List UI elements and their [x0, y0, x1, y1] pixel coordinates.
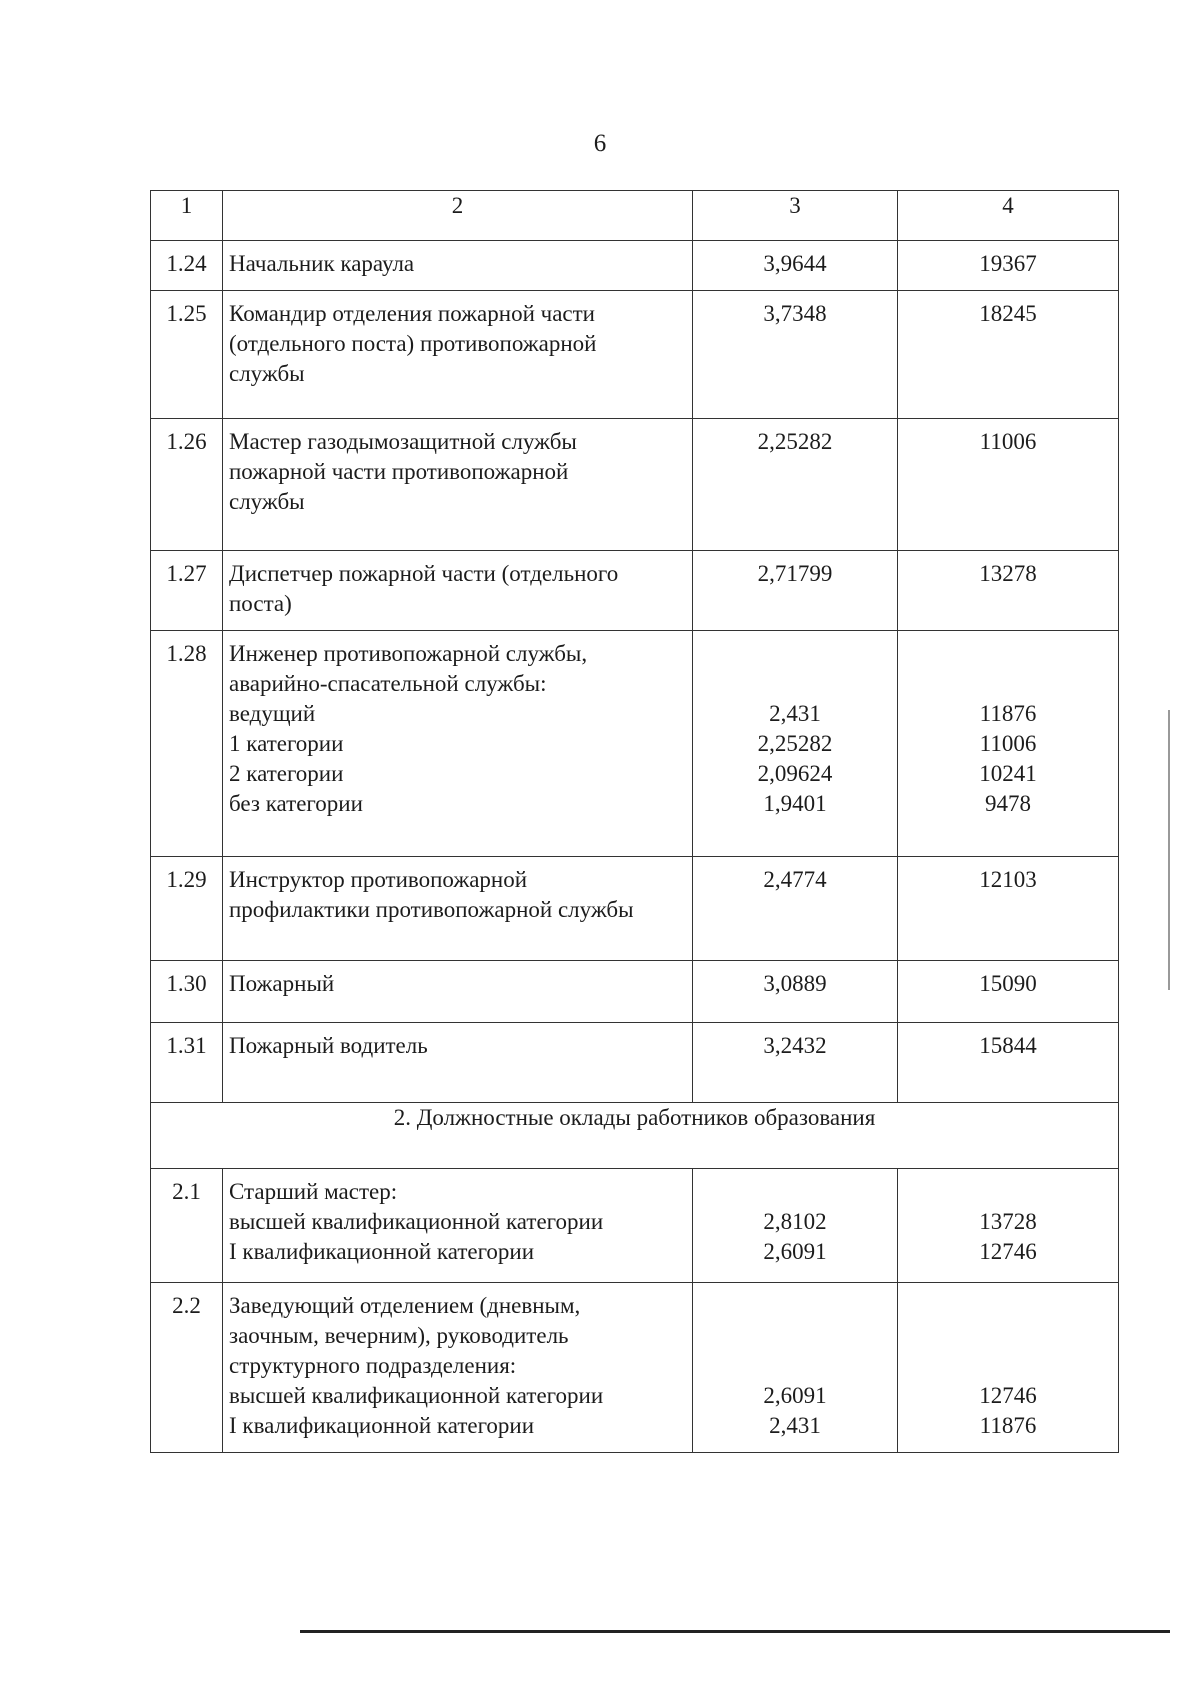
salary-value: 19367 [979, 251, 1037, 276]
table-row [151, 1023, 1119, 1103]
salary-value: 9478 [985, 791, 1031, 816]
coefficient-value: 2,25282 [757, 731, 833, 756]
position-name-line: Заведующий отделением (дневным, [229, 1293, 581, 1318]
position-name [223, 961, 693, 1023]
salary-value: 18245 [979, 301, 1037, 326]
position-name-line: Инженер противопожарной службы, [229, 641, 588, 666]
row-number: 1.26 [151, 419, 223, 551]
position-name-line: Диспетчер пожарной части (отдельного [229, 561, 619, 586]
coefficient-cell [693, 1283, 898, 1453]
coefficient-value: 2,6091 [763, 1383, 827, 1408]
position-name-line: высшей квалификационной категории [229, 1383, 604, 1408]
coefficient-value: 3,2432 [763, 1033, 827, 1058]
header-col-3: 3 [693, 191, 898, 241]
position-name-line: Мастер газодымозащитной службы [229, 429, 577, 454]
coefficient-value: 3,9644 [763, 251, 827, 276]
position-name-line: Пожарный [229, 971, 335, 996]
salary-cell [898, 1023, 1119, 1103]
salary-value: 15090 [979, 971, 1037, 996]
salary-value: 12103 [979, 867, 1037, 892]
row-number: 2.2 [151, 1283, 223, 1453]
header-col-2: 2 [223, 191, 693, 241]
salary-table [150, 190, 1119, 1453]
position-name-line: пожарной части противопожарной [229, 459, 569, 484]
salary-value: 11876 [979, 1413, 1037, 1438]
salary-cell [898, 961, 1119, 1023]
salary-value: 11876 [979, 701, 1037, 726]
row-number: 1.27 [151, 551, 223, 631]
coefficient-value: 2,4774 [763, 867, 827, 892]
table-row [151, 419, 1119, 551]
position-name-line: высшей квалификационной категории [229, 1209, 604, 1234]
salary-value: 15844 [979, 1033, 1037, 1058]
position-name-line: без категории [229, 791, 363, 816]
salary-value: 10241 [979, 761, 1037, 786]
salary-cell [898, 1169, 1119, 1283]
position-name-line: профилактики противопожарной службы [229, 897, 634, 922]
coefficient-value: 2,431 [769, 1413, 821, 1438]
position-name-line: поста) [229, 591, 292, 616]
spacer-line [898, 639, 1118, 669]
table-row [151, 631, 1119, 857]
coefficient-cell [693, 1023, 898, 1103]
position-name-line: 1 категории [229, 731, 344, 756]
position-name-line: Старший мастер: [229, 1179, 398, 1204]
position-name-line: Командир отделения пожарной части [229, 301, 595, 326]
table-row [151, 1169, 1119, 1283]
position-name [223, 241, 693, 291]
section-heading-row [151, 1103, 1119, 1169]
coefficient-value: 2,431 [769, 701, 821, 726]
table-row [151, 241, 1119, 291]
row-number: 1.28 [151, 631, 223, 857]
header-row [151, 191, 1119, 241]
salary-value: 12746 [979, 1383, 1037, 1408]
coefficient-cell [693, 1169, 898, 1283]
coefficient-cell [693, 631, 898, 857]
position-name [223, 1169, 693, 1283]
row-number: 1.24 [151, 241, 223, 291]
salary-value: 12746 [979, 1239, 1037, 1264]
position-name-line: службы [229, 361, 305, 386]
salary-value: 11006 [979, 731, 1037, 756]
coefficient-value: 2,25282 [757, 429, 833, 454]
position-name [223, 857, 693, 961]
scan-edge-mark [1168, 710, 1170, 990]
spacer-line [693, 1291, 897, 1321]
row-number: 2.1 [151, 1169, 223, 1283]
spacer-line [693, 1177, 897, 1207]
salary-value: 13278 [979, 561, 1037, 586]
position-name-line: заочным, вечерним), руководитель [229, 1323, 569, 1348]
salary-cell [898, 241, 1119, 291]
salary-cell [898, 1283, 1119, 1453]
section-title: 2. Должностные оклады работников образования [151, 1103, 1119, 1169]
spacer-line [693, 1321, 897, 1351]
position-name-line: аварийно-спасательной службы: [229, 671, 547, 696]
header-col-4: 4 [898, 191, 1119, 241]
spacer-line [693, 669, 897, 699]
position-name [223, 631, 693, 857]
row-number: 1.30 [151, 961, 223, 1023]
position-name-line: I квалификационной категории [229, 1413, 535, 1438]
row-number: 1.31 [151, 1023, 223, 1103]
spacer-line [898, 1351, 1118, 1381]
scan-edge-line [300, 1630, 1170, 1633]
table-row [151, 291, 1119, 419]
position-name-line: Начальник караула [229, 251, 415, 276]
table-row [151, 551, 1119, 631]
salary-cell [898, 419, 1119, 551]
salary-cell [898, 631, 1119, 857]
coefficient-cell [693, 961, 898, 1023]
position-name-line: Инструктор противопожарной [229, 867, 528, 892]
position-name-line: структурного подразделения: [229, 1353, 517, 1378]
salary-value: 13728 [979, 1209, 1037, 1234]
position-name-line: службы [229, 489, 305, 514]
position-name-line: Пожарный водитель [229, 1033, 428, 1058]
coefficient-value: 2,09624 [757, 761, 833, 786]
position-name [223, 1023, 693, 1103]
coefficient-value: 2,71799 [757, 561, 833, 586]
position-name-line: I квалификационной категории [229, 1239, 535, 1264]
row-number: 1.25 [151, 291, 223, 419]
spacer-line [693, 1351, 897, 1381]
table-row [151, 1283, 1119, 1453]
coefficient-cell [693, 857, 898, 961]
spacer-line [898, 669, 1118, 699]
table-row [151, 857, 1119, 961]
spacer-line [898, 1291, 1118, 1321]
table-row [151, 961, 1119, 1023]
position-name [223, 291, 693, 419]
salary-value: 11006 [979, 429, 1037, 454]
coefficient-cell [693, 419, 898, 551]
coefficient-value: 3,7348 [763, 301, 827, 326]
salary-cell [898, 857, 1119, 961]
position-name-line: (отдельного поста) противопожарной [229, 331, 597, 356]
salary-cell [898, 551, 1119, 631]
position-name [223, 551, 693, 631]
coefficient-value: 2,8102 [763, 1209, 827, 1234]
coefficient-cell [693, 241, 898, 291]
coefficient-cell [693, 291, 898, 419]
position-name-line: ведущий [229, 701, 316, 726]
row-number: 1.29 [151, 857, 223, 961]
coefficient-value: 1,9401 [763, 791, 827, 816]
coefficient-value: 2,6091 [763, 1239, 827, 1264]
header-col-1: 1 [151, 191, 223, 241]
coefficient-cell [693, 551, 898, 631]
position-name [223, 419, 693, 551]
salary-cell [898, 291, 1119, 419]
page-number: 6 [593, 130, 607, 157]
coefficient-value: 3,0889 [763, 971, 827, 996]
spacer-line [898, 1321, 1118, 1351]
position-name-line: 2 категории [229, 761, 344, 786]
position-name [223, 1283, 693, 1453]
spacer-line [693, 639, 897, 669]
spacer-line [898, 1177, 1118, 1207]
